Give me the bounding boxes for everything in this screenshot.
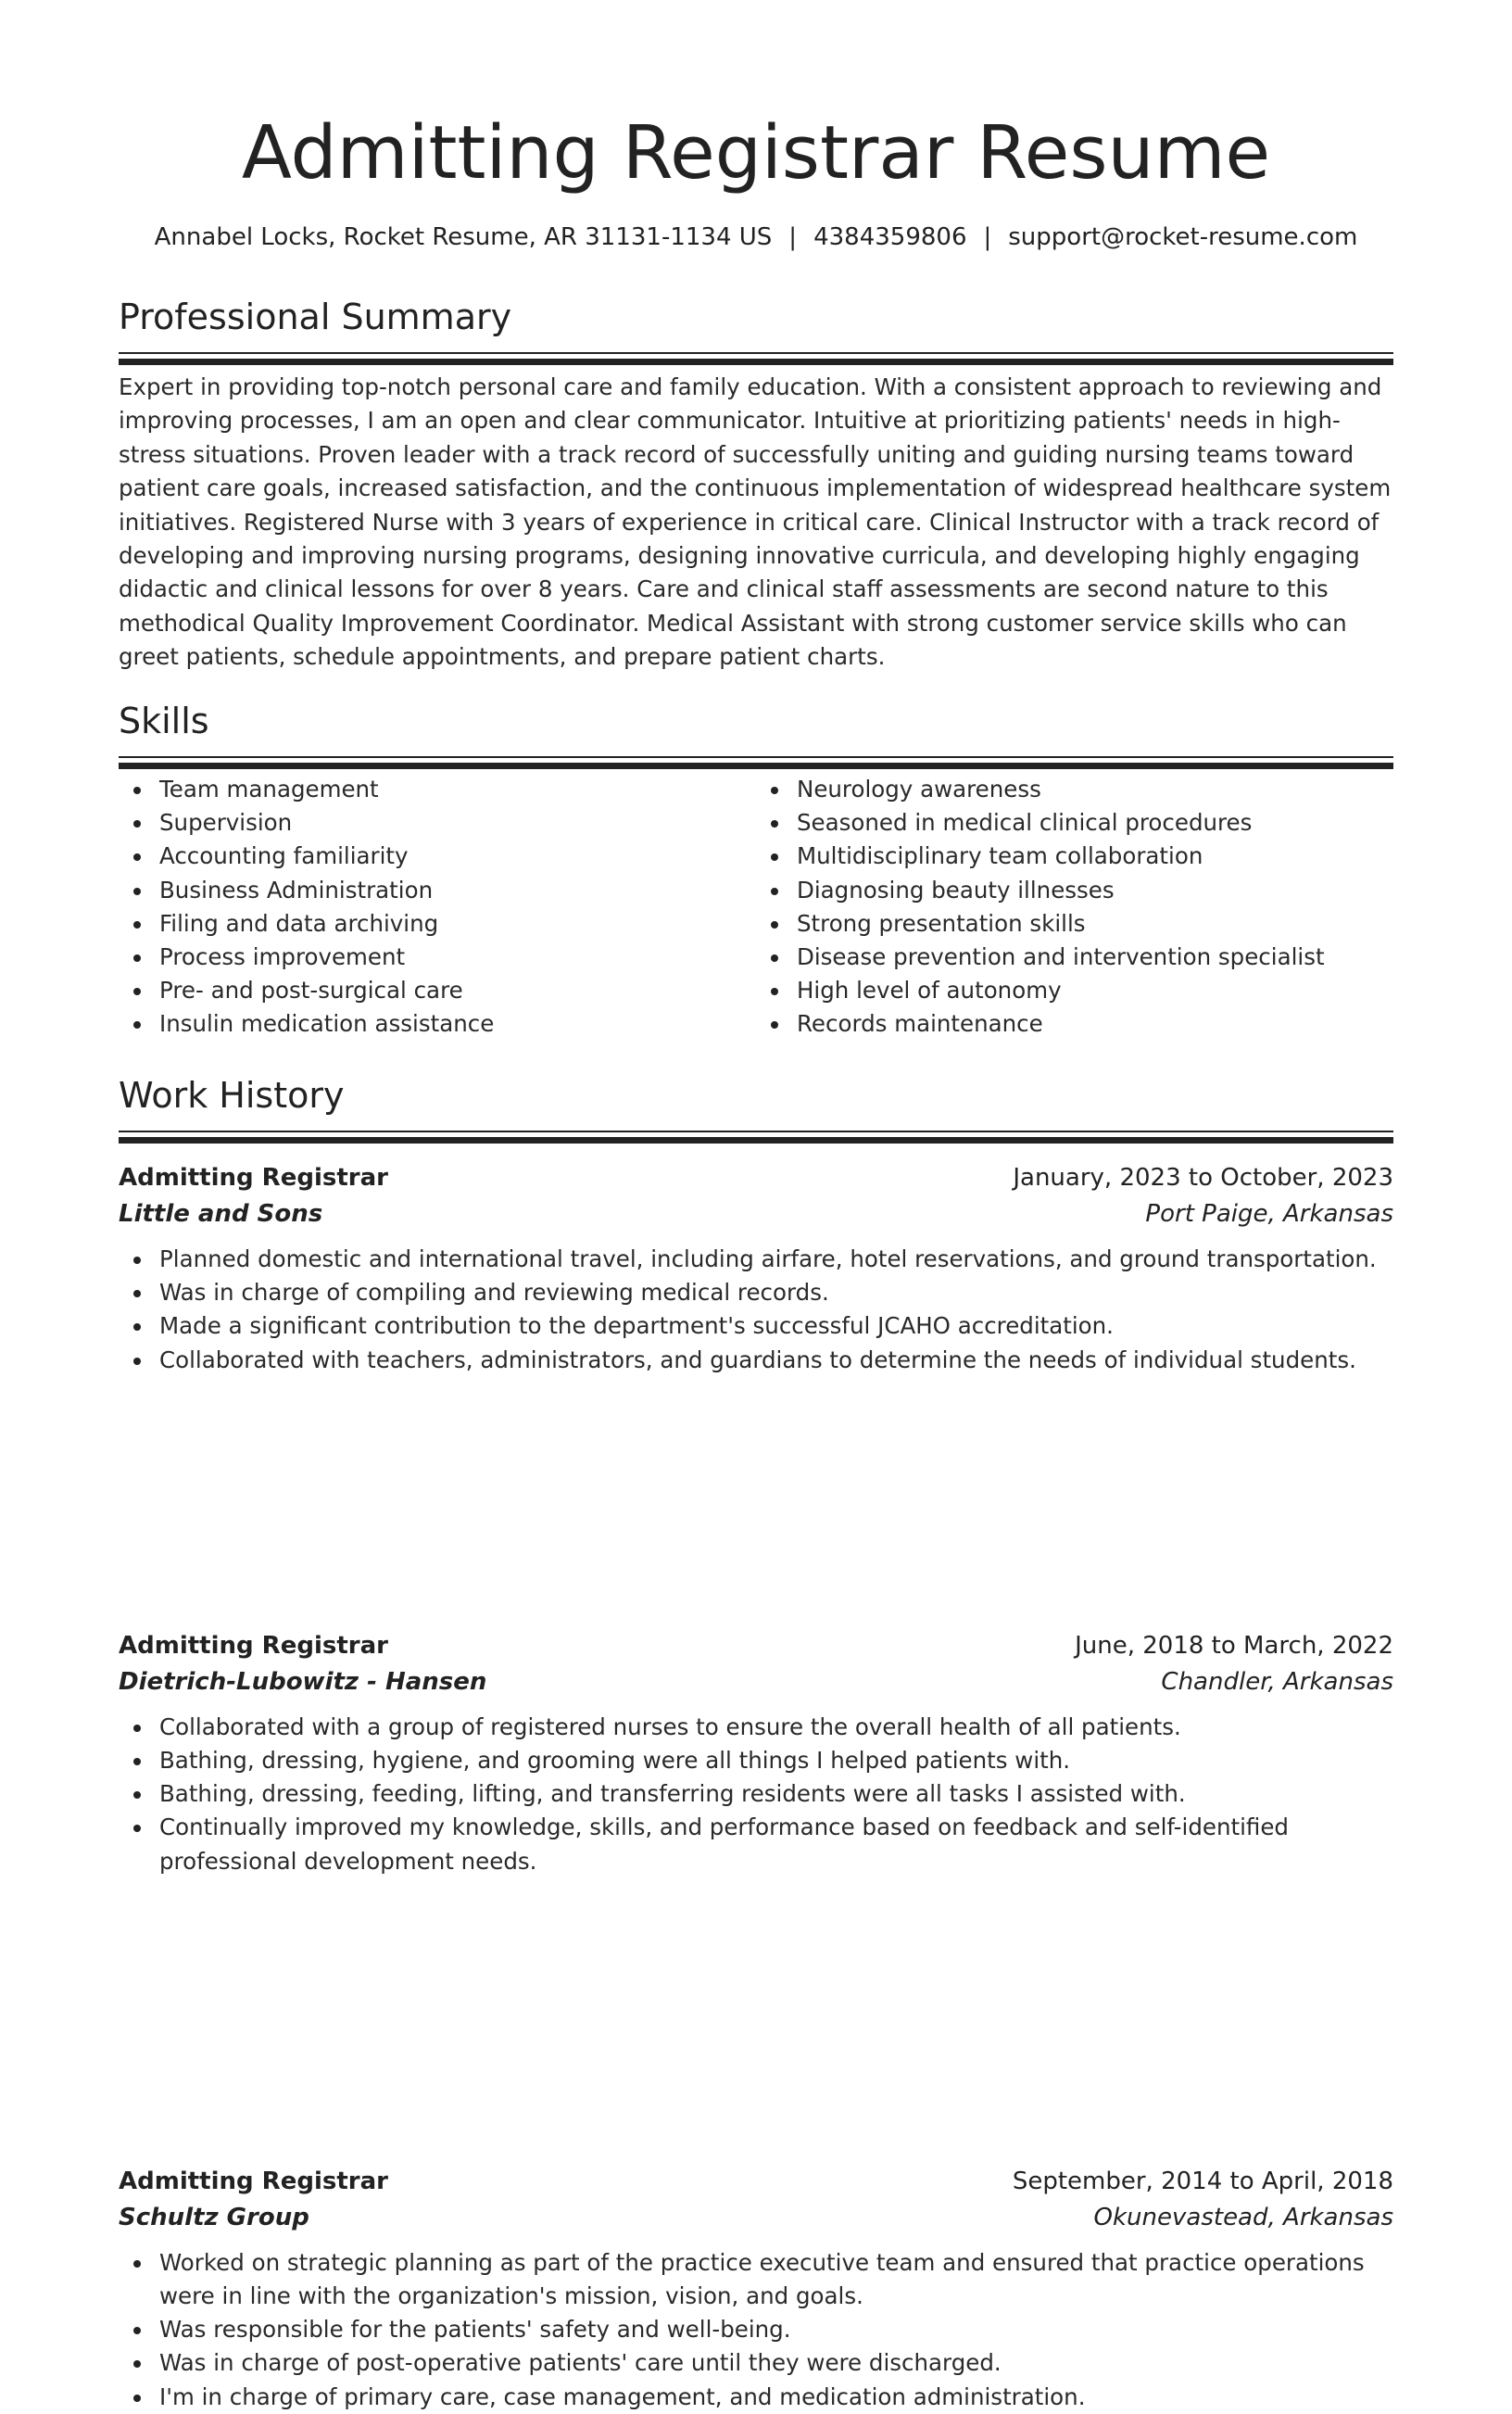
job-company: Dietrich-Lubowitz - Hansen xyxy=(119,1667,487,1696)
job-company: Little and Sons xyxy=(119,1200,323,1228)
job-dates: January, 2023 to October, 2023 xyxy=(1013,1164,1393,1192)
job-location: Port Paige, Arkansas xyxy=(1145,1200,1393,1228)
job-entry xyxy=(119,2164,1393,2414)
skills-list-left xyxy=(119,773,756,1042)
job-dates: June, 2018 to March, 2022 xyxy=(1075,1631,1393,1660)
job-title: Admitting Registrar xyxy=(119,1164,388,1192)
job-dates: September, 2014 to April, 2018 xyxy=(1012,2167,1393,2195)
job-bullet: Bathing, dressing, feeding, lifting, and transferring residents were all tasks I assisted with. xyxy=(159,1777,1393,1811)
contact-separator: | xyxy=(788,223,798,251)
job-bullet: Was in charge of compiling and reviewing medical records. xyxy=(159,1276,1393,1309)
job-location: Okunevastead, Arkansas xyxy=(1093,2203,1393,2231)
skill-item: Filing and data archiving xyxy=(159,907,756,941)
skill-item: Multidisciplinary team collaboration xyxy=(797,840,1393,873)
skill-item: Disease prevention and intervention specialist xyxy=(797,941,1393,974)
skill-item: Business Administration xyxy=(159,874,756,907)
job-company: Schultz Group xyxy=(119,2203,309,2231)
job-entry xyxy=(119,1160,1393,1377)
skills-heading: Skills xyxy=(119,701,209,741)
job-title: Admitting Registrar xyxy=(119,2167,388,2195)
skill-item: Strong presentation skills xyxy=(797,907,1393,941)
summary-text: Expert in providing top-notch personal care and family education. With a consistent approach to reviewing and improving processes, I am an open and clear communicator. Intuitive at prioritizing patients' needs in high-stress situations. Proven leader with a track record of successfully uniting and guiding nursing teams toward patient care goals, increased satisfaction, and the continuous implementation of widespread healthcare system initiatives. Registered Nurse with 3 years of experience in critical care. Clinical Instructor with a track record of developing and improving nursing programs, designing innovative curricula, and developing highly engaging didactic and clinical lessons for over 8 years. Care and clinical staff assessments are second nature to this methodical Quality Improvement Coordinator. Medical Assistant with strong customer service skills who can greet patients, schedule appointments, and prepare patient charts. xyxy=(119,373,1392,671)
job-bullets xyxy=(119,2246,1393,2414)
skill-item: Process improvement xyxy=(159,941,756,974)
skill-item: Pre- and post-surgical care xyxy=(159,974,756,1007)
work-history-section xyxy=(119,1071,1393,1142)
job-bullet: I'm in charge of primary care, case management, and medication administration. xyxy=(159,2381,1393,2414)
job-bullet: Worked on strategic planning as part of the practice executive team and ensured that practice operations were in line with the organization's mission, vision, and goals. xyxy=(159,2246,1393,2313)
contact-address: Annabel Locks, Rocket Resume, AR 31131-1134 US xyxy=(154,223,773,251)
skill-item: Neurology awareness xyxy=(797,773,1393,806)
skill-item: Seasoned in medical clinical procedures xyxy=(797,806,1393,840)
summary-section xyxy=(119,293,1393,675)
job-bullet: Was responsible for the patients' safety and well-being. xyxy=(159,2313,1393,2346)
job-bullets xyxy=(119,1243,1393,1377)
job-location: Chandler, Arkansas xyxy=(1161,1667,1393,1696)
contact-separator: | xyxy=(983,223,992,251)
resume-title: Admitting Registrar Resume xyxy=(241,110,1271,196)
contact-phone: 4384359806 xyxy=(813,223,967,251)
section-divider xyxy=(119,352,1393,363)
job-title: Admitting Registrar xyxy=(119,1631,388,1660)
skill-item: Records maintenance xyxy=(797,1007,1393,1041)
job-bullet: Planned domestic and international travel, including airfare, hotel reservations, and ground transportation. xyxy=(159,1243,1393,1276)
skill-item: Diagnosing beauty illnesses xyxy=(797,874,1393,907)
summary-heading: Professional Summary xyxy=(119,297,512,337)
job-entry xyxy=(119,1628,1393,1878)
skill-item: Accounting familiarity xyxy=(159,840,756,873)
work-history-heading: Work History xyxy=(119,1075,345,1116)
skill-item: Insulin medication assistance xyxy=(159,1007,756,1041)
job-bullet: Collaborated with a group of registered nurses to ensure the overall health of all patients. xyxy=(159,1711,1393,1744)
contact-line xyxy=(0,219,1512,256)
skills-list-right xyxy=(756,773,1393,1042)
job-bullet: Collaborated with teachers, administrators, and guardians to determine the needs of individual students. xyxy=(159,1344,1393,1377)
skill-item: Supervision xyxy=(159,806,756,840)
skills-section xyxy=(119,697,1393,1042)
section-divider xyxy=(119,1131,1393,1142)
job-bullet: Made a significant contribution to the department's successful JCAHO accreditation. xyxy=(159,1309,1393,1343)
contact-email: support@rocket-resume.com xyxy=(1008,223,1358,251)
skill-item: High level of autonomy xyxy=(797,974,1393,1007)
job-bullet: Was in charge of post-operative patients' care until they were discharged. xyxy=(159,2346,1393,2380)
skills-columns xyxy=(119,773,1393,1042)
skill-item: Team management xyxy=(159,773,756,806)
job-bullet: Bathing, dressing, hygiene, and grooming were all things I helped patients with. xyxy=(159,1744,1393,1777)
job-bullet: Continually improved my knowledge, skills, and performance based on feedback and self-identified professional development needs. xyxy=(159,1811,1393,1877)
section-divider xyxy=(119,756,1393,767)
job-bullets xyxy=(119,1711,1393,1878)
